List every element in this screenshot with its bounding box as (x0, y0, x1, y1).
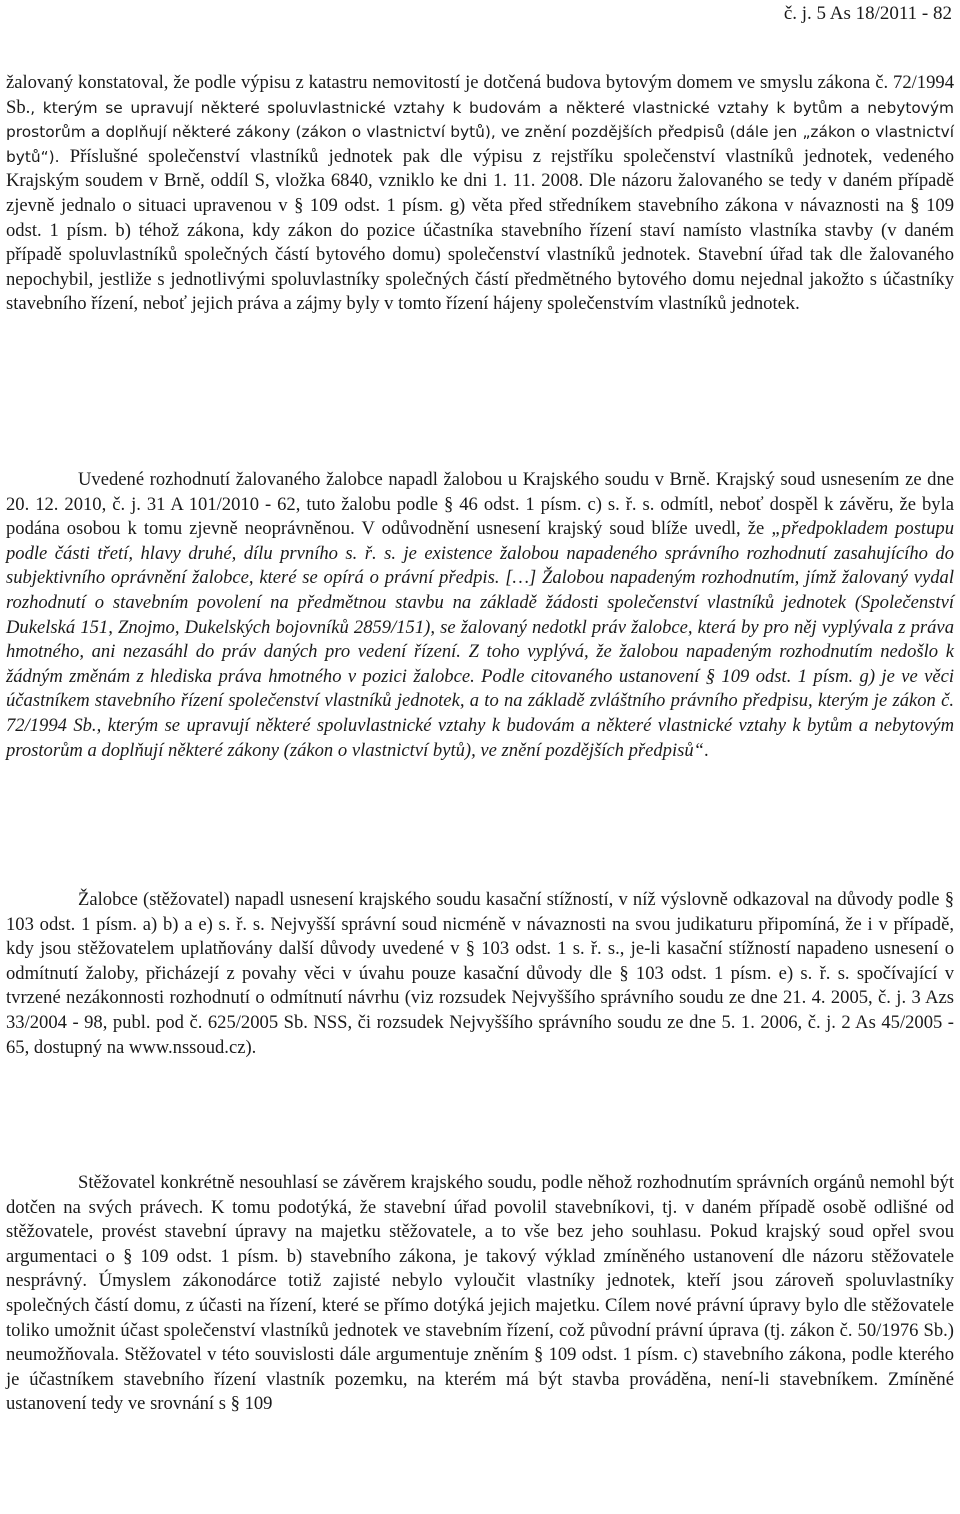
paragraph-2-quotation: „předpokladem postupu podle části třetí, hlavy druhé, dílu prvního s. ř. s. je existence žalobou napadeného správního rozhodnutí zasahujícího do subjektivního oprávnění žalobce, které se opírá o právní předpis. […] Žalobou napadeným rozhodnutím, jímž žalovaný vydal rozhodnutí o stavebním povolení na předmětnou stavbu na základě žádosti společenství vlastníků jednotek (Společenství Dukelská 151, Znojmo, Dukelských bojovníků 2859/151), se žalovaný nedotkl práv žalobce, která by pro něj vyplývala z práva hmotného, ani nezasáhl do práv daných pro vedení řízení. Z toho vyplývá, že žalobou napadeným rozhodnutím nedošlo k žádným změnám z hlediska práva hmotného v pozici žalobce. Podle citovaného ustanovení § 109 odst. 1 písm. g) je ve věci účastníkem stavebního řízení společenství vlastníků jednotek, a to na základě zvláštního právního předpisu, kterým je zákon č. 72/1994 Sb., kterým se upravují některé spoluvlastnické vztahy k budovám a některé vlastnické vztahy k bytům a nebytovým prostorům a doplňují některé zákony (zákon o vlastnictví bytů), ve znění pozdějších předpisů“ (6, 518, 954, 761)
paragraph-3: Žalobce (stěžovatel) napadl usnesení krajského soudu kasační stížností, v níž výslovně odkazoval na důvody podle § 103 odst. 1 písm. a) b) a e) s. ř. s. Nejvyšší správní soud nicméně v návaznosti na svou judikaturu připomíná, že i v případě, kdy jsou stěžovatelem uplatňovány další důvody uvedené v § 103 odst. 1 s. ř. s., je-li kasační stížností napadeno usnesení o odmítnutí žaloby, přicházejí z povahy věci v úvahu pouze kasační důvody dle § 103 odst. 1 písm. e) s. ř. s. spočívající v tvrzené nezákonnosti rozhodnutí o odmítnutí návrhu (viz rozsudek Nejvyššího správního soudu ze dne 21. 4. 2005, č. j. 3 Azs 33/2004 - 98, publ. pod č. 625/2005 Sb. NSS, či rozsudek Nejvyššího správního soudu ze dne 5. 1. 2006, č. j. 2 As 45/2005 - 65, dostupný na www.nssoud.cz). (6, 889, 954, 1058)
paragraph-2-text: Uvedené rozhodnutí žalovaného žalobce napadl žalobou u Krajského soudu v Brně. Krajský soud usnesením ze dne 20. 12. 2010, č. j. 31 A 101/2010 - 62, tuto žalobu podle § 46 odst. 1 písm. c) s. ř. s. odmítl, neboť dospěl k závěru, že byla podána osobou k tomu zjevně neoprávněnou. V odůvodnění usnesení krajský soud blíže uvedl, že (6, 469, 954, 540)
paragraph-4: Stěžovatel konkrétně nesouhlasí se závěrem krajského soudu, podle něhož rozhodnutím správních orgánů nemohl být dotčen na svých právech. K tomu podotýká, že stavební úřad povolil stavebníkovi, tj. v daném případě osobě odlišné od stěžovatele, provést stavební úpravy na majetku stěžovatele, a to vše bez jeho souhlasu. Pokud krajský soud opřel svou argumentaci o § 109 odst. 1 písm. b) stavebního zákona, je takový výklad zmíněného ustanovení dle názoru stěžovatele nesprávný. Úmyslem zákonodárce totiž zajisté nebylo vyloučit vlastníky jednotek, kteří jsou zároveň spoluvlastníky společných částí domu, z účasti na řízení, které se přímo dotýká jejich majetku. Cílem nové právní úpravy bylo dle stěžovatele toliko umožnit účast společenství vlastníků jednotek ve stavebním řízení, což původní právní úprava (tj. zákon č. 50/1976 Sb.) neumožňovala. Stěžovatel v této souvislosti dále argumentuje zněním § 109 odst. 1 písm. c) stavebního zákona, podle kterého je účastníkem stavebního řízení vlastník pozemku, na kterém má být stavba prováděna, není-li stavebníkem. Zmíněné ustanovení tedy ve srovnání s § 109 (6, 1172, 954, 1415)
paragraph-1-part-c: Příslušné společenství vlastníků jednotek pak dle výpisu z rejstříku společenství vlastníků jednotek, vedeného Krajským soudem v Brně, oddíl S, vložka 6840, vzniklo ke dni 1. 11. 2008. Dle názoru žalovaného se tedy v daném případě zjevně jednalo o situaci upravenou v § 109 odst. 1 písm. g) věta před středníkem stavebního zákona v návaznosti na § 109 odst. 1 písm. b) téhož zákona, kdy zákon do pozice účastníka stavebního řízení staví namísto vlastníka stavby (v daném případě spoluvlastníků společných částí bytového domu) společenství vlastníků jednotek. Stavební úřad tak dle žalovaného nepochybil, jestliže s jednotlivými spoluvlastníky společných částí předmětného bytového domu nejednal jakožto s účastníky stavebního řízení, neboť jejich práva a zájmy byly v tomto řízení hájeny společenstvím vlastníků jednotek. (6, 145, 954, 315)
paragraph-2 (6, 468, 954, 763)
paragraph-1-part-b: , kterým se upravují některé spoluvlastnické vztahy k budovám a některé vlastnické vztahy k bytům a nebytovým prostorům a doplňují některé zákony (zákon o vlastnictví bytů), ve znění pozdějších předpisů (dále jen „zákon o vlastnictví bytů“). (6, 98, 954, 166)
paragraph-1 (6, 71, 954, 317)
paragraph-2-end: . (704, 739, 709, 761)
paragraph-1-part-a: žalovaný konstatoval, že podle výpisu z katastru nemovitostí je dotčená budova bytovým domem ve smyslu zákona č. 72/1994 Sb. (6, 72, 954, 118)
page-reference: č. j. 5 As 18/2011 - 82 (783, 3, 952, 24)
